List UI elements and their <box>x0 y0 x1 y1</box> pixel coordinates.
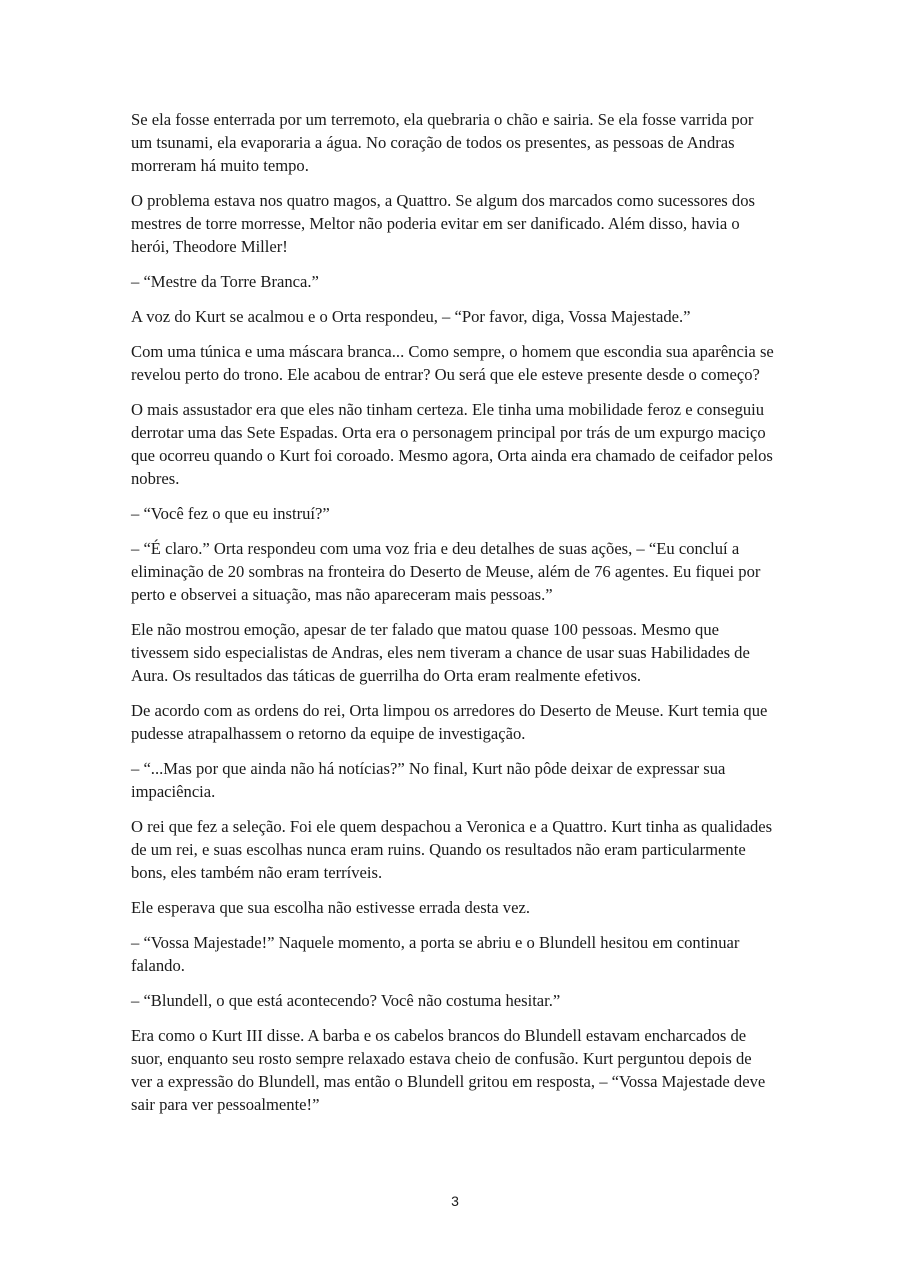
paragraph: – “...Mas por que ainda não há notícias?” No final, Kurt não pôde deixar de expressar sua impaciência. <box>131 759 726 801</box>
paragraph: Com uma túnica e uma máscara branca... Como sempre, o homem que escondia sua aparência se revelou perto do trono. Ele acabou de entrar? Ou será que ele esteve presente desde o começo? <box>131 342 774 384</box>
paragraph: Ele esperava que sua escolha não estivesse errada desta vez. <box>131 898 530 917</box>
page-number: 3 <box>451 1193 459 1209</box>
body-text <box>131 108 776 1128</box>
paragraph: – “Você fez o que eu instruí?” <box>131 504 330 523</box>
paragraph: O rei que fez a seleção. Foi ele quem despachou a Veronica e a Quattro. Kurt tinha as qualidades de um rei, e suas escolhas nunca eram ruins. Quando os resultados não eram particularmente bons, eles também não eram terríveis. <box>131 817 773 882</box>
paragraph: De acordo com as ordens do rei, Orta limpou os arredores do Deserto de Meuse. Kurt temia que pudesse atrapalhassem o retorno da equipe de investigação. <box>131 701 768 743</box>
paragraph: Ele não mostrou emoção, apesar de ter falado que matou quase 100 pessoas. Mesmo que tivessem sido especialistas de Andras, eles nem tiveram a chance de usar suas Habilidades de Aura. Os resultados das táticas de guerrilha do Orta eram realmente efetivos. <box>131 620 750 685</box>
paragraph: Era como o Kurt III disse. A barba e os cabelos brancos do Blundell estavam encharcados de suor, enquanto seu rosto sempre relaxado estava cheio de confusão. Kurt perguntou depois de ver a expressão do Blundell, mas então o Blundell gritou em resposta, – “Vossa Majestade deve sair para ver pessoalmente!” <box>131 1026 766 1114</box>
paragraph: O problema estava nos quatro magos, a Quattro. Se algum dos marcados como sucessores dos mestres de torre morresse, Meltor não poderia evitar em ser danificado. Além disso, havia o herói, Theodore Miller! <box>131 191 755 256</box>
paragraph: A voz do Kurt se acalmou e o Orta respondeu, – “Por favor, diga, Vossa Majestade.” <box>131 307 691 326</box>
paragraph: – “Blundell, o que está acontecendo? Você não costuma hesitar.” <box>131 991 561 1010</box>
paragraph: Se ela fosse enterrada por um terremoto, ela quebraria o chão e sairia. Se ela fosse varrida por um tsunami, ela evaporaria a água. No coração de todos os presentes, as pessoas de Andras morreram há muito tempo. <box>131 110 754 175</box>
paragraph: – “Mestre da Torre Branca.” <box>131 272 319 291</box>
paragraph: O mais assustador era que eles não tinham certeza. Ele tinha uma mobilidade feroz e conseguiu derrotar uma das Sete Espadas. Orta era o personagem principal por trás de um expurgo maciço que ocorreu quando o Kurt foi coroado. Mesmo agora, Orta ainda era chamado de ceifador pelos nobres. <box>131 400 773 488</box>
paragraph: – “Vossa Majestade!” Naquele momento, a porta se abriu e o Blundell hesitou em continuar falando. <box>131 933 740 975</box>
paragraph: – “É claro.” Orta respondeu com uma voz fria e deu detalhes de suas ações, – “Eu concluí a eliminação de 20 sombras na fronteira do Deserto de Meuse, além de 76 agentes. Eu fiquei por perto e observei a situação, mas não apareceram mais pessoas.” <box>131 539 761 604</box>
